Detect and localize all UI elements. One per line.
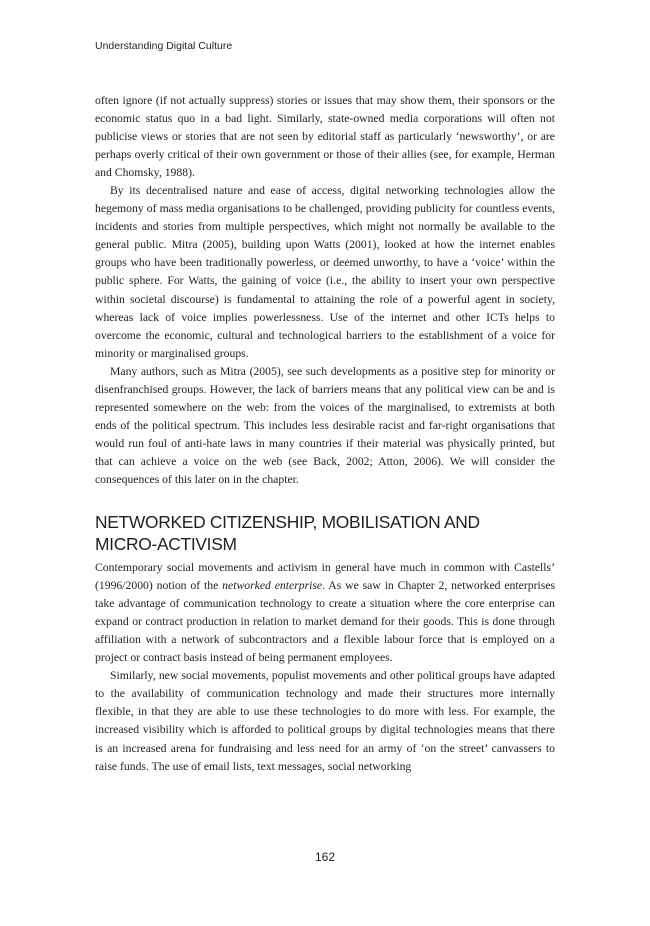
paragraph-text: often ignore (if not actually suppress) stories or issues that may show them, their sponsors or the economic status quo in a bad light. Similarly, state-owned media corporations will often not publicise views or stories that are not seen by editorial staff as particularly ‘newsworthy’, or are perhaps overly critical of their own government or those of their allies (see, for example, Herman and Chomsky, 1988).	[95, 94, 555, 180]
section-heading-line: MICRO-ACTIVISM	[95, 534, 237, 555]
section-heading	[95, 511, 555, 555]
emphasis-term: networked enterprise	[222, 579, 323, 593]
paragraph	[95, 363, 555, 489]
paragraph	[95, 559, 555, 667]
paragraph	[95, 182, 555, 362]
paragraph-text: By its decentralised nature and ease of access, digital networking technologies allow the hegemony of mass media organisations to be challenged, providing publicity for countless events, incidents and stories from multiple perspectives, which might not normally be available to the general public. Mitra (2005), building upon Watts (2001), looked at how the internet enables groups who have been traditionally powerless, or deemed unworthy, to have a ‘voice’ within the public sphere. For Watts, the gaining of voice (i.e., the ability to insert your own perspective within societal discourse) is fundamental to attaining the role of a powerful agent in society, whereas lack of voice implies powerlessness. Use of the internet and other ICTs helps to overcome the economic, cultural and technological barriers to the establishment of a voice for minority or marginalised groups.	[95, 184, 555, 360]
paragraph	[95, 667, 555, 775]
page-number: 162	[314, 850, 336, 864]
paragraph-text: Many authors, such as Mitra (2005), see such developments as a positive step for minority or disenfranchised groups. However, the lack of barriers means that any political view can be and is represented somewhere on the web: from the voices of the marginalised, to extremists at both ends of the political spectrum. This includes less desirable racist and far-right organisations that would run foul of anti-hate laws in many countries if their material was physically printed, but that can achieve a voice on the web (see Back, 2002; Atton, 2006). We will consider the consequences of this later on in the chapter.	[95, 364, 555, 486]
running-header: Understanding Digital Culture	[95, 40, 233, 52]
section-heading-line: NETWORKED CITIZENSHIP, MOBILISATION AND	[95, 512, 480, 533]
paragraph-text: Contemporary social movements and activism in general have much in common with Castells’ (1996/2000) notion of the	[95, 561, 555, 593]
body-text	[95, 92, 555, 776]
paragraph-text: Similarly, new social movements, populist movements and other political groups have adapted to the availability of communication technology and made their structures more internally flexible, in that they are able to use these technologies to do more with less. For example, the increased visibility which is afforded to political groups by digital technologies means that there is an increased arena for fundraising and less need for an army of ‘on the street’ canvassers to raise funds. The use of email lists, text messages, social networking	[95, 669, 555, 773]
paragraph	[95, 92, 555, 182]
paragraph-text: . As we saw in Chapter 2, networked enterprises take advantage of communication technology to create a situation where the core enterprise can expand or contract production in relation to market demand for their goods. This is done through affiliation with a network of subcontractors and a flexible labour force that is employed on a project or contract basis instead of being permanent employees.	[95, 579, 555, 665]
